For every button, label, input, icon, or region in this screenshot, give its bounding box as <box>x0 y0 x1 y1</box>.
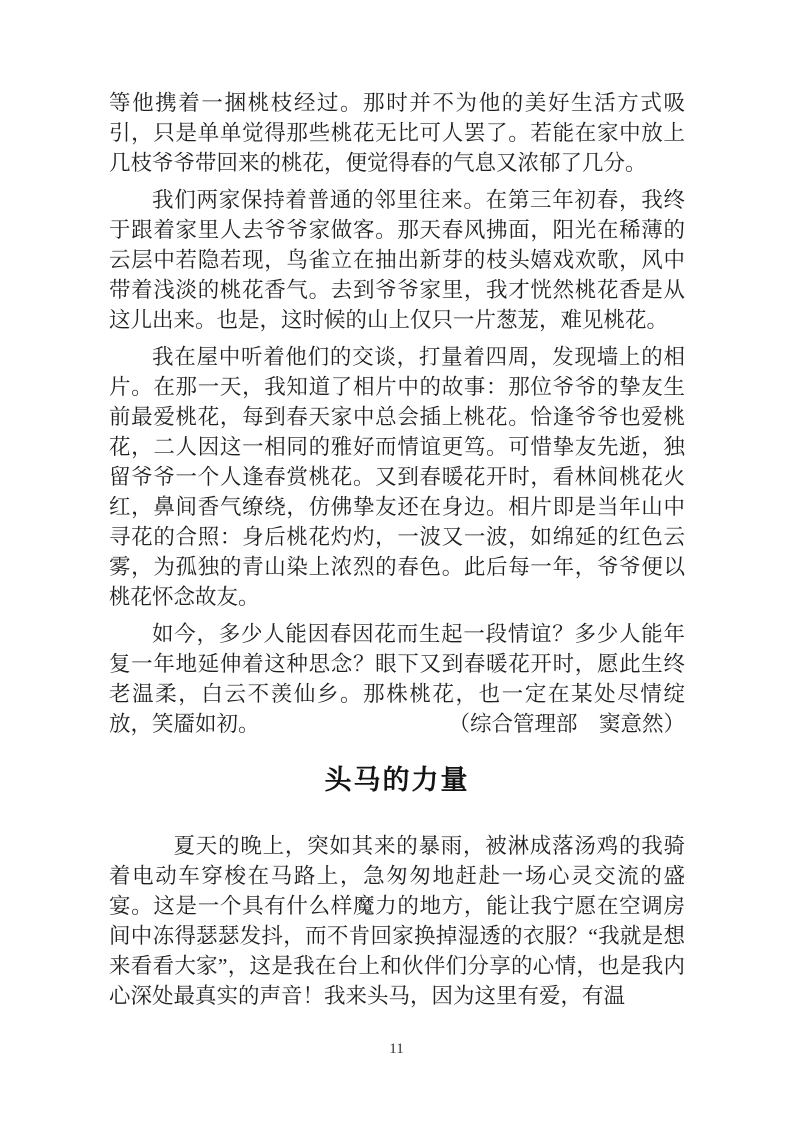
page-number: 11 <box>389 1041 404 1057</box>
paragraph-visit: 我们两家保持着普通的邻里往来。在第三年初春，我终于跟着家里人去爷爷家做客。那天春风拂面，阳光在稀薄的云层中若隐若现，鸟雀立在抽出新芽的枝头嬉戏欢歌，风中带着浅淡的桃花香气。去到爷爷家里，我才恍然桃花香是从这儿出来。也是，这时候的山上仅只一片葱茏，难见桃花。 <box>109 188 685 332</box>
paragraph-closing <box>109 619 685 739</box>
paragraph-photo-story: 我在屋中听着他们的交谈，打量着四周，发现墙上的相片。在那一天，我知道了相片中的故事：那位爷爷的挚友生前最爱桃花，每到春天家中总会插上桃花。恰逢爷爷也爱桃花，二人因这一相同的雅好而情谊更笃。可惜挚友先逝，独留爷爷一个人逢春赏桃花。又到春暖花开时，看林间桃花火红，鼻间香气缭绕，仿佛挚友还在身边。相片即是当年山中寻花的合照：身后桃花灼灼，一波又一波，如绵延的红色云雾，为孤独的青山染上浓烈的春色。此后每一年，爷爷便以桃花怀念故友。 <box>109 345 685 609</box>
paragraph-continuation: 等他携着一捆桃枝经过。那时并不为他的美好生活方式吸引，只是单单觉得那些桃花无比可人罢了。若能在家中放上几枝爷爷带回来的桃花，便觉得春的气息又浓郁了几分。 <box>109 91 685 175</box>
article-title: 头马的力量 <box>324 765 470 795</box>
author-attribution: （综合管理部 窦意然） <box>448 712 685 736</box>
paragraph-toastmasters-opening: 夏天的晚上，突如其来的暴雨，被淋成落汤鸡的我骑着电动车穿梭在马路上，急匆匆地赶赴一场心灵交流的盛宴。这是一个具有什么样魔力的地方，能让我宁愿在空调房间中冻得瑟瑟发抖，而不肯回家换掉湿透的衣服？“我就是想来看看大家”，这是我在台上和伙伴们分享的心情，也是我内心深处最真实的声音！我来头马，因为这里有爱，有温 <box>109 834 685 1008</box>
paragraph-closing-text: 如今，多少人能因春因花而生起一段情谊？多少人能年复一年地延伸着这种思念？眼下又到春暖花开时，愿此生终老温柔，白云不羡仙乡。那株桃花，也一定在某处尽情绽放，笑靥如初。 <box>109 622 685 736</box>
